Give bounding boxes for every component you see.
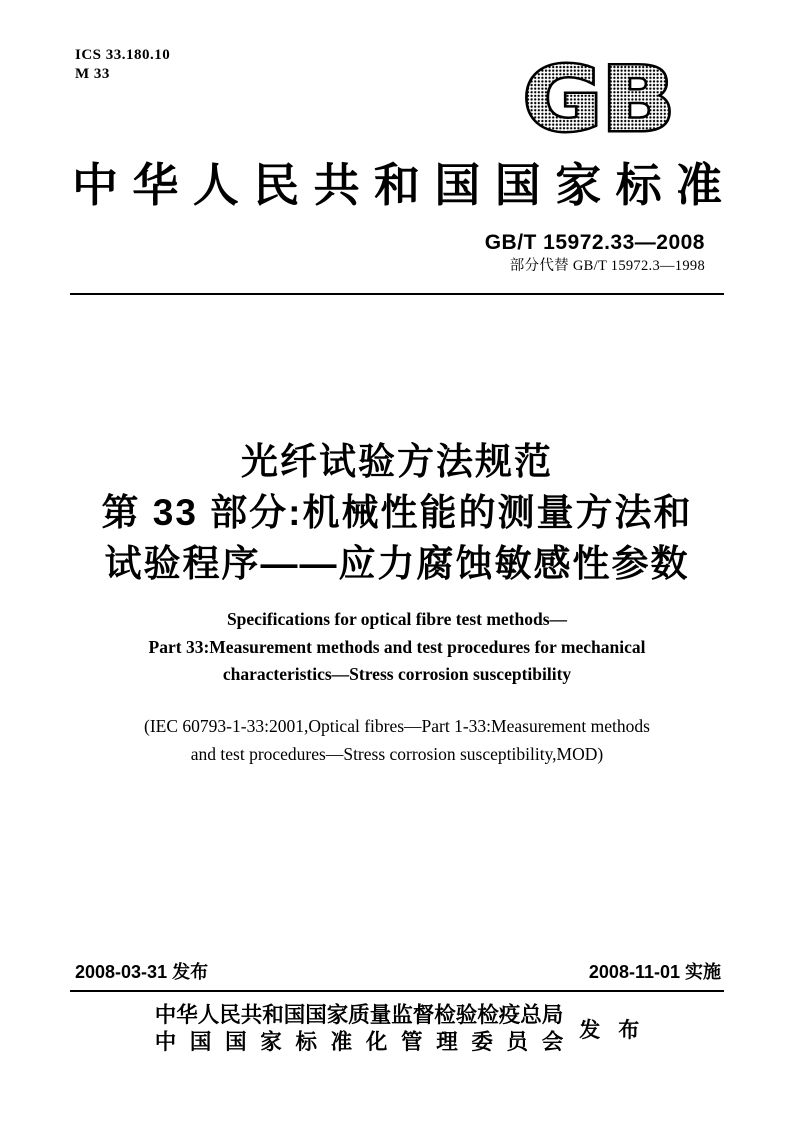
chinese-title-block [0,436,794,589]
standard-number: GB/T 15972.33—2008 [484,231,705,254]
gb-logo-letters: GB [523,58,675,142]
issue-date: 2008-03-31 发布 [75,962,209,982]
chinese-title-line-2: 第 33 部分:机械性能的测量方法和 [101,492,693,533]
ics-classification-block [75,46,170,84]
implementation-date: 2008-11-01 实施 [588,962,721,982]
english-title-block [0,606,794,689]
gb-logo-icon [519,58,679,142]
ics-code: ICS 33.180.10 [75,47,171,63]
issuer-primary: 中华人民共和国国家质量监督检验检疫总局 [154,1003,564,1027]
english-title-line-1: Specifications for optical fibre test methods— [226,609,568,629]
dates-row [70,958,724,992]
gb-standard-logo [519,58,679,142]
doc-class-code: M 33 [75,66,110,82]
chinese-title-line-1: 光纤试验方法规范 [241,441,553,482]
issuer-secondary: 中国国家标准化管理委员会 [154,1030,564,1054]
iec-reference-line-1: (IEC 60793-1-33:2001,Optical fibres—Part 1-33:Measurement methods [144,716,650,736]
supersedes-note: 部分代替 GB/T 15972.3—1998 [509,258,705,274]
national-standard-banner: 中华人民共和国国家标准 [72,160,722,211]
iec-reference-line-2: and test procedures—Stress corrosion susceptibility,MOD) [190,744,604,764]
english-title-line-2: Part 33:Measurement methods and test procedures for mechanical [148,636,646,657]
issuer-names-block [155,1002,564,1056]
iec-reference-block [0,712,794,768]
standard-number-block [485,231,705,275]
english-title-line-3: characteristics—Stress corrosion susceptibility [222,664,572,684]
header-divider-rule [70,293,724,295]
issuer-row [0,1002,794,1056]
publish-label: 发布 [579,1018,658,1042]
chinese-title-line-3: 试验程序——应力腐蚀敏感性参数 [104,543,690,584]
